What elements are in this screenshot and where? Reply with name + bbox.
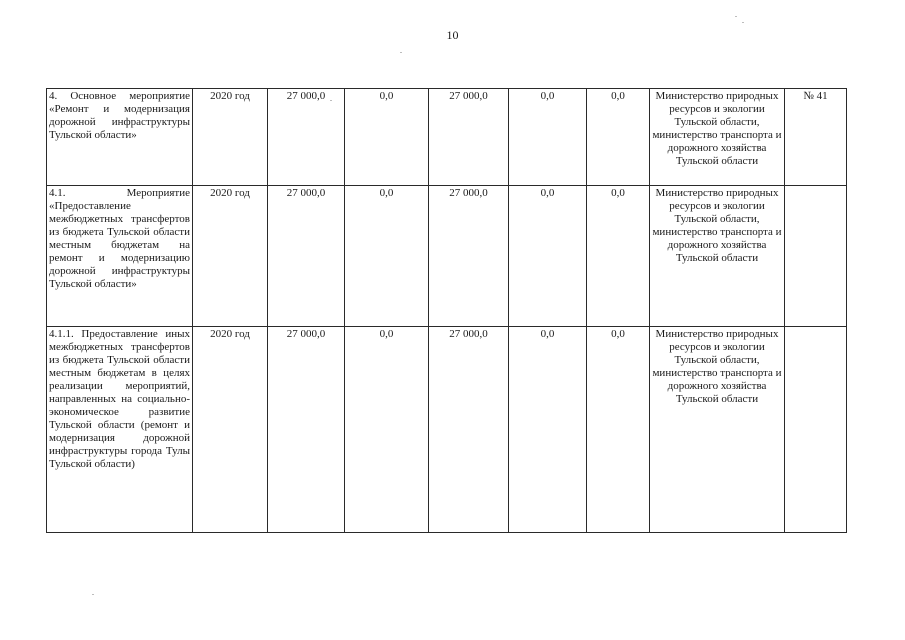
measure-local: 0,0 bbox=[509, 89, 587, 186]
scan-speck bbox=[330, 100, 332, 101]
measure-local: 0,0 bbox=[509, 327, 587, 533]
measure-ref bbox=[785, 186, 847, 327]
scan-speck bbox=[92, 594, 94, 595]
measure-total: 27 000,0 bbox=[268, 186, 345, 327]
page-number: 10 bbox=[446, 28, 459, 42]
measure-name: 4. Основное мероприятие «Ремонт и модернизация дорожной инфраструктуры Тульской области» bbox=[47, 89, 193, 186]
measure-period: 2020 год bbox=[193, 89, 268, 186]
measure-executor: Министерство природных ресурсов и экологии Тульской области, министерство транспорта и дорожного хозяйства Тульской области bbox=[650, 186, 785, 327]
measure-period: 2020 год bbox=[193, 327, 268, 533]
measure-other: 0,0 bbox=[587, 89, 650, 186]
measure-local: 0,0 bbox=[509, 186, 587, 327]
measure-period: 2020 год bbox=[193, 186, 268, 327]
measure-name: 4.1. Мероприятие «Предоставление межбюджетных трансфертов из бюджета Тульской области местным бюджетам на ремонт и модернизацию дорожной инфраструктуры Тульской области» bbox=[47, 186, 193, 327]
measure-regional: 27 000,0 bbox=[429, 327, 509, 533]
scan-speck bbox=[742, 22, 744, 23]
measure-name: 4.1.1. Предоставление иных межбюджетных трансфертов из бюджета Тульской области местным бюджетам в целях реализации мероприятий, направленных на социально-экономическое развитие Тульской области (ремонт и модернизация дорожной инфраструктуры города Тулы Тульской области) bbox=[47, 327, 193, 533]
program-measures-table bbox=[46, 88, 847, 533]
table-row bbox=[47, 186, 847, 327]
measure-total: 27 000,0 bbox=[268, 327, 345, 533]
table-row bbox=[47, 327, 847, 533]
scan-speck bbox=[400, 52, 402, 53]
measure-federal: 0,0 bbox=[345, 327, 429, 533]
scan-speck bbox=[735, 16, 737, 17]
measure-regional: 27 000,0 bbox=[429, 89, 509, 186]
measure-regional: 27 000,0 bbox=[429, 186, 509, 327]
measure-ref bbox=[785, 327, 847, 533]
measure-other: 0,0 bbox=[587, 186, 650, 327]
measure-executor: Министерство природных ресурсов и экологии Тульской области, министерство транспорта и дорожного хозяйства Тульской области bbox=[650, 327, 785, 533]
measure-executor: Министерство природных ресурсов и экологии Тульской области, министерство транспорта и дорожного хозяйства Тульской области bbox=[650, 89, 785, 186]
table-row bbox=[47, 89, 847, 186]
measure-other: 0,0 bbox=[587, 327, 650, 533]
measure-ref: № 41 bbox=[785, 89, 847, 186]
measure-federal: 0,0 bbox=[345, 89, 429, 186]
measure-total: 27 000,0 bbox=[268, 89, 345, 186]
measure-federal: 0,0 bbox=[345, 186, 429, 327]
